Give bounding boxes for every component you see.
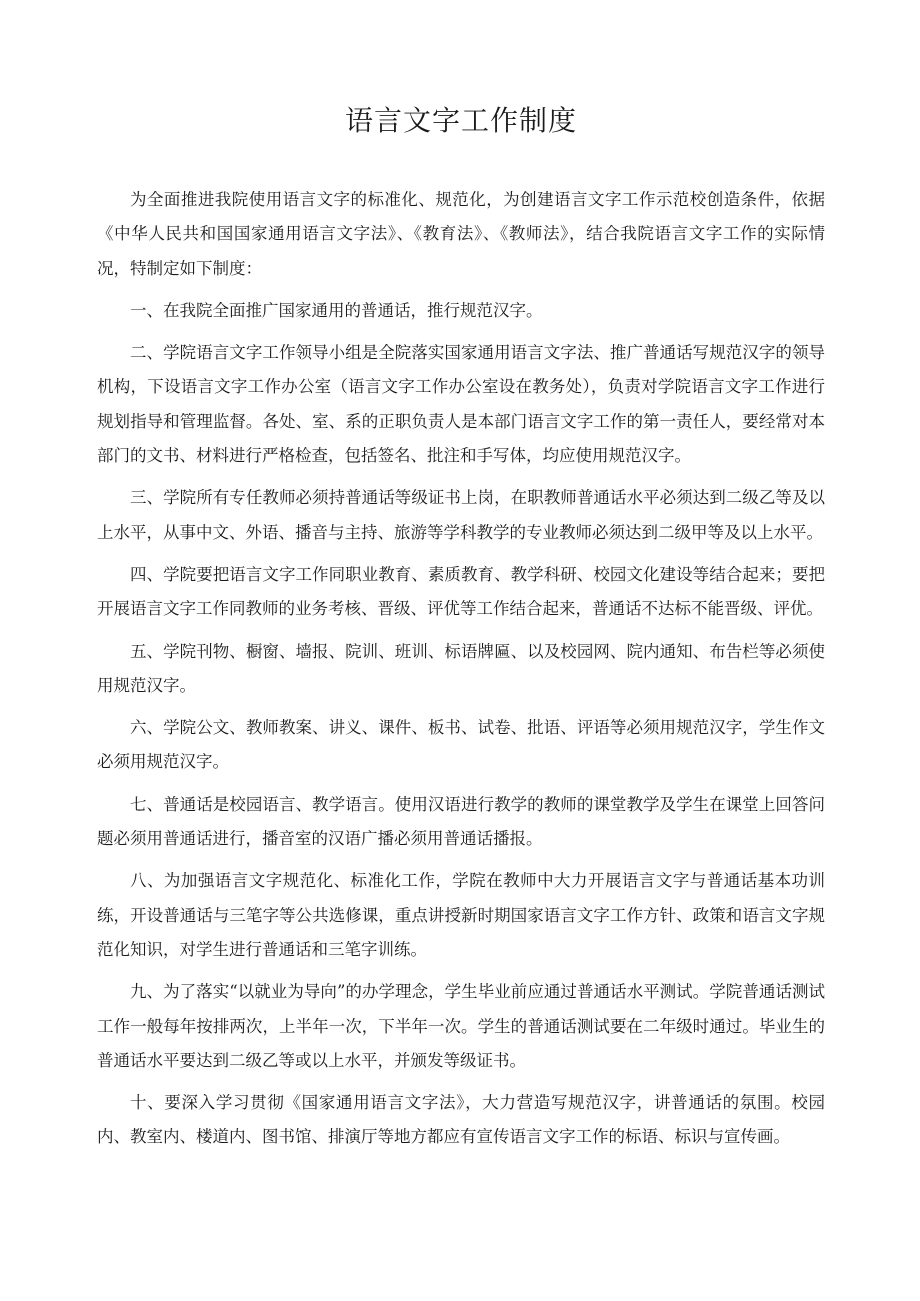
article-7: 七、普通话是校园语言、教学语言。使用汉语进行教学的教师的课堂教学及学生在课堂上回答问题必须用普通话进行，播音室的汉语广播必须用普通话播报。 (97, 794, 825, 849)
article-9: 九、为了落实“以就业为导向”的办学理念，学生毕业前应通过普通话水平测试。学院普通话测试工作一般每年按排两次，上半年一次，下半年一次。学生的普通话测试要在二年级时通过。毕业生的普通话水平要达到二级乙等或以上水平，并颁发等级证书。 (97, 982, 825, 1070)
article-10: 十、要深入学习贯彻《国家通用语言文字法》，大力营造写规范汉字，讲普通话的氛围。校园内、教室内、楼道内、图书馆、排演厅等地方都应有宣传语言文字工作的标语、标识与宣传画。 (97, 1093, 825, 1147)
article-1: 一、在我院全面推广国家通用的普通话，推行规范汉字。 (130, 300, 543, 320)
article-4: 四、学院要把语言文字工作同职业教育、素质教育、教学科研、校园文化建设等结合起来；要把开展语言文字工作同教师的业务考核、晋级、评优等工作结合起来，普通话不达标不能晋级、评优。 (97, 564, 825, 619)
article-3: 三、学院所有专任教师必须持普通话等级证书上岗，在职教师普通话水平必须达到二级乙等及以上水平，从事中文、外语、播音与主持、旅游等学科教学的专业教师必须达到二级甲等及以上水平。 (97, 488, 825, 542)
intro-paragraph: 为全面推进我院使用语言文字的标准化、规范化，为创建语言文字工作示范校创造条件，依据《中华人民共和国国家通用语言文字法》、《教育法》、《教师法》，结合我院语言文字工作的实际情况，特制定如下制度： (97, 190, 825, 278)
article-8: 八、为加强语言文字规范化、标准化工作，学院在教师中大力开展语言文字与普通话基本功训练，开设普通话与三笔字等公共选修课，重点讲授新时期国家语言文字工作方针、政策和语言文字规范化知识，对学生进行普通话和三笔字训练。 (97, 871, 825, 959)
article-5: 五、学院刊物、橱窗、墙报、院训、班训、标语牌匾、以及校园网、院内通知、布告栏等必须使用规范汉字。 (97, 641, 825, 695)
document-title: 语言文字工作制度 (344, 104, 577, 137)
document-body (97, 183, 825, 1163)
article-6: 六、学院公文、教师教案、讲义、课件、板书、试卷、批语、评语等必须用规范汉字，学生作文必须用规范汉字。 (97, 718, 825, 772)
article-2: 二、学院语言文字工作领导小组是全院落实国家通用语言文字法、推广普通话写规范汉字的领导机构，下设语言文字工作办公室（语言文字工作办公室设在教务处），负责对学院语言文字工作进行规划指导和管理监督。各处、室、系的正职负责人是本部门语言文字工作的第一责任人，要经常对本部门的文书、材料进行严格检查，包括签名、批注和手写体，均应使用规范汉字。 (97, 343, 825, 466)
